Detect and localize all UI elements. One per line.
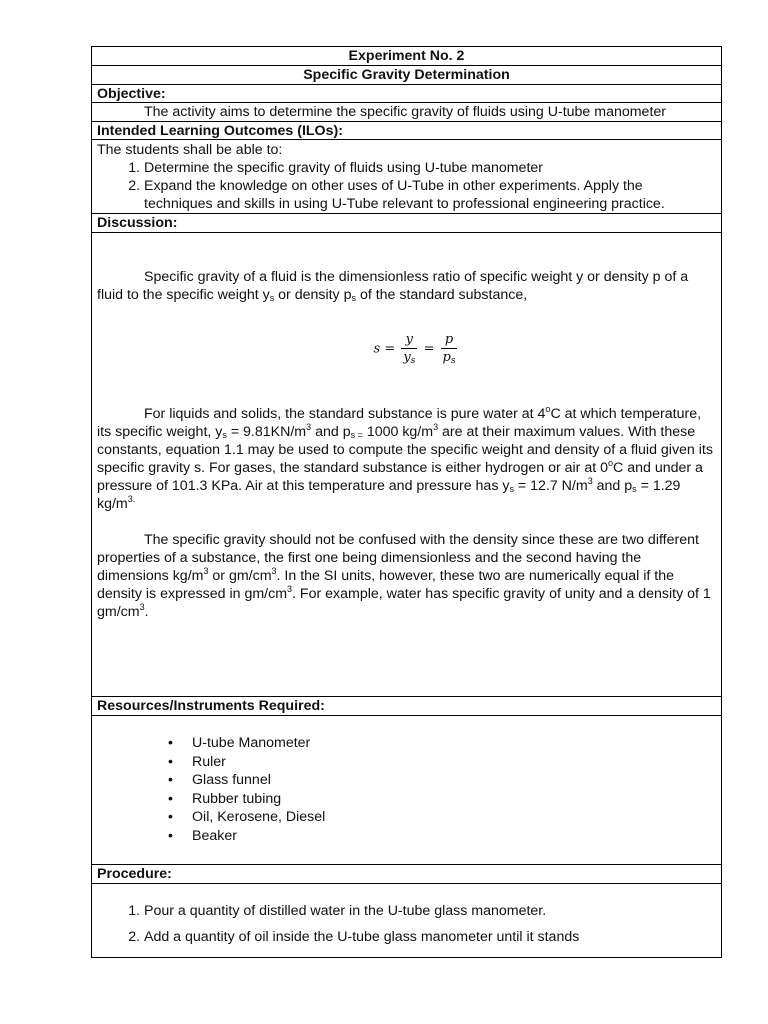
- resource-item: • Rubber tubing: [192, 790, 721, 809]
- ilo-item: 2. Expand the knowledge on other uses of U-Tube in other experiments. Apply the techniques and skills in using U-Tube relevant to professional engineering practice.: [144, 177, 701, 213]
- discussion-paragraph-2: For liquids and solids, the standard substance is pure water at 4$^o$C at which temperature, its specific weight, $y_s = 9.81KN/m^3$ and $p_{s =}$ 1000 $kg/m^3$ are at their maximum values. With these constants, equation 1.1 may be used to compute the specific weight and density of a fluid given its specific gravity s. For gases, the standard substance is either hydrogen or air at 0$^o$C and under a pressure of 101.3 KPa. Air at this temperature and pressure has $y_s = 12.7$ $N/m^3$ and $p_s = 1.29$ $kg/m^{3.}$: [97, 404, 713, 512]
- ilos-heading: Intended Learning Outcomes (ILOs):: [92, 122, 721, 140]
- experiment-sheet: [91, 46, 722, 958]
- resources-list: [92, 734, 721, 846]
- discussion-paragraph-3: The specific gravity should not be confused with the density since these are two different properties of a substance, the first one being dimensionless and the second having the dimensions $kg/m^3$ or $gm/cm^3$. In the SI units, however, these two are numerically equal if the density is expressed in $gm/cm^3$. For example, water has specific gravity of unity and a density of 1 $gm/cm^3$.: [97, 532, 711, 620]
- resource-item: • Glass funnel: [192, 771, 721, 790]
- resource-item: • U-tube Manometer: [192, 734, 721, 753]
- ilos-intro: The students shall be able to:: [97, 142, 283, 158]
- ilo-item: 1. Determine the specific gravity of fluids using U-tube manometer: [144, 159, 701, 177]
- resource-item: • Ruler: [192, 753, 721, 772]
- experiment-number: Experiment No. 2: [92, 47, 721, 66]
- objective-heading: Objective:: [92, 85, 721, 103]
- resource-item: • Oil, Kerosene, Diesel: [192, 808, 721, 827]
- specific-gravity-formula: s = $\frac{y}{y_s}$ = $\frac{p}{p_s}$: [373, 332, 456, 366]
- experiment-title: Specific Gravity Determination: [92, 66, 721, 85]
- ilos-body: [92, 140, 721, 214]
- discussion-body: [92, 233, 721, 697]
- ilos-list: [92, 159, 721, 213]
- discussion-heading: Discussion:: [92, 214, 721, 233]
- procedure-heading: Procedure:: [92, 865, 721, 884]
- objective-text: The activity aims to determine the specific gravity of fluids using U-tube manometer: [92, 103, 721, 122]
- resources-heading: Resources/Instruments Required:: [92, 697, 721, 716]
- procedure-body: [92, 884, 721, 957]
- resources-body: [92, 716, 721, 865]
- procedure-list: [92, 902, 721, 946]
- procedure-step: 1. Pour a quantity of distilled water in the U-tube glass manometer.: [144, 902, 721, 920]
- resource-item: • Beaker: [192, 827, 721, 846]
- procedure-step: 2. Add a quantity of oil inside the U-tube glass manometer until it stands: [144, 928, 721, 946]
- discussion-paragraph-1: Specific gravity of a fluid is the dimensionless ratio of specific weight y or density p of a fluid to the specific weight $y_s$ or density $p_s$ of the standard substance,: [97, 269, 689, 303]
